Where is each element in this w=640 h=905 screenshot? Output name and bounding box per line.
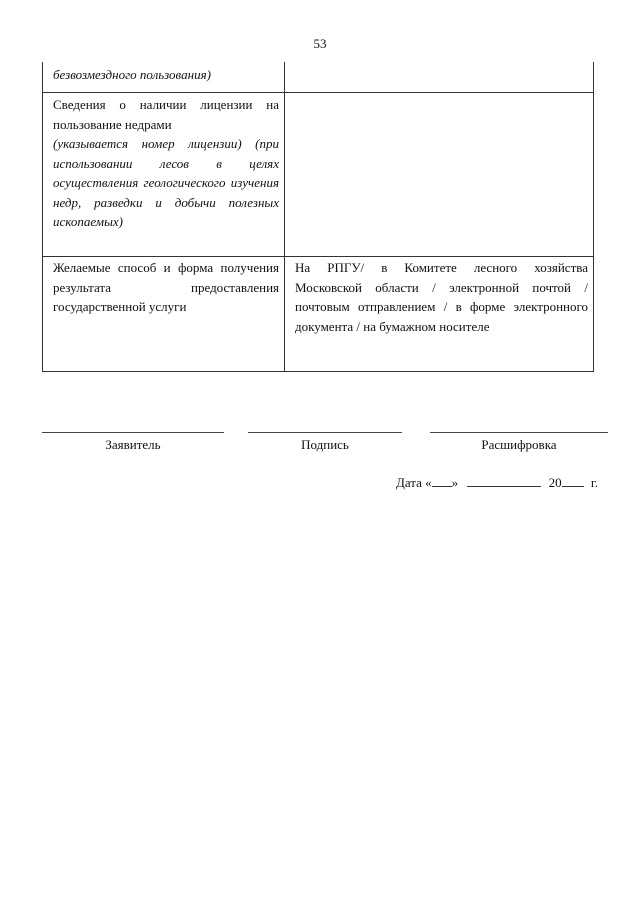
row3-right-cell — [285, 257, 594, 372]
date-year-prefix: 20 — [548, 475, 562, 490]
decoding-block — [430, 432, 608, 453]
row1-right-cell — [285, 62, 594, 93]
decoding-line[interactable] — [430, 432, 608, 433]
table-row — [43, 62, 594, 93]
row2-left-cell — [43, 93, 285, 257]
signature-line[interactable] — [248, 432, 402, 433]
table-row — [43, 257, 594, 372]
license-info-label: Сведения о наличии лицензии на пользование недрами — [53, 97, 279, 132]
license-info-hint: (указывается номер лицензии) (при использовании лесов в целях осуществления геологического изучения недр, разведки и добычи полезных ископаемых) — [53, 136, 279, 229]
decoding-label: Расшифровка — [481, 437, 557, 452]
date-prefix: Дата « — [395, 475, 432, 490]
date-line — [396, 474, 598, 491]
date-day-blank[interactable] — [432, 474, 452, 487]
row1-left-text: безвозмездного пользования) — [53, 67, 211, 82]
license-info-value[interactable] — [285, 93, 594, 257]
row1-left-cell — [43, 62, 285, 93]
result-method-options: На РПГУ/ в Комитете лесного хозяйства Московской области / электронной почтой /почтовым отправлением / в форме электронного документа / на бумажном носителе — [295, 260, 588, 334]
applicant-block — [42, 432, 224, 453]
signature-label: Подпись — [301, 437, 349, 452]
applicant-line[interactable] — [42, 432, 224, 433]
signature-block — [248, 432, 402, 453]
result-method-label: Желаемые способ и форма получения результата предоставления государственной услуги — [53, 260, 279, 314]
date-year-blank[interactable] — [562, 474, 584, 487]
row3-left-cell — [43, 257, 285, 372]
page-number: 53 — [313, 36, 327, 51]
application-form-table — [42, 62, 594, 372]
date-mid: » — [451, 475, 459, 490]
date-month-blank[interactable] — [467, 474, 541, 487]
applicant-label: Заявитель — [105, 437, 161, 452]
date-suffix: г. — [590, 475, 598, 490]
table-row — [43, 93, 594, 257]
